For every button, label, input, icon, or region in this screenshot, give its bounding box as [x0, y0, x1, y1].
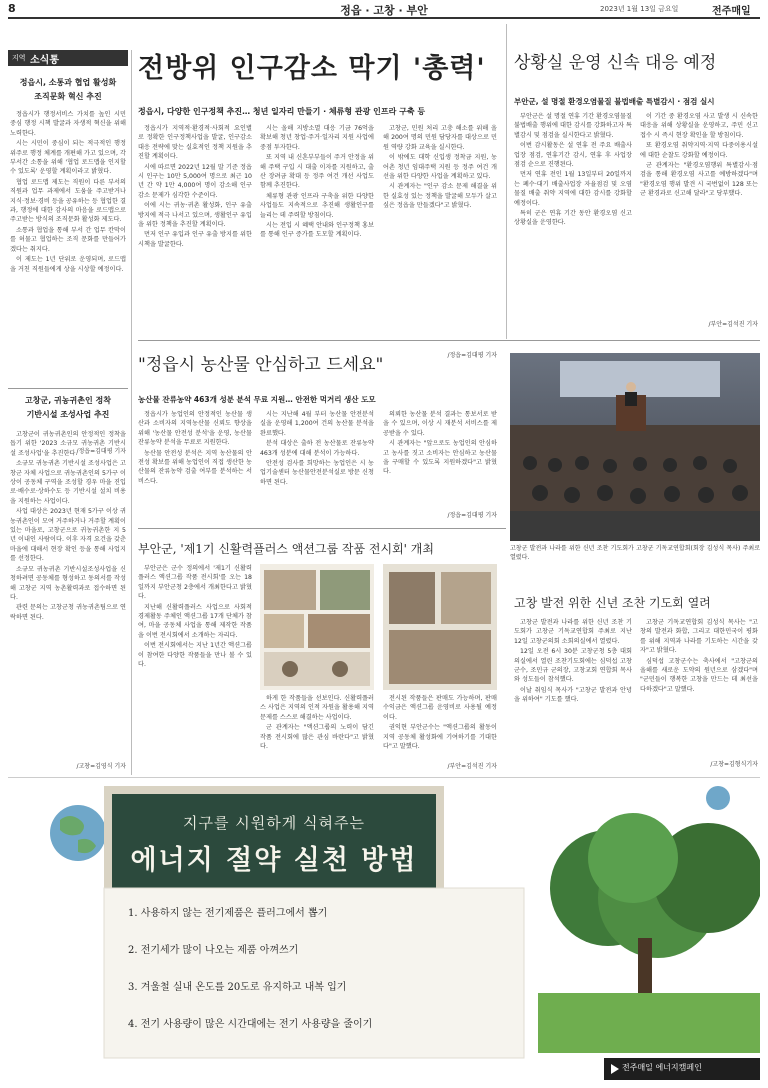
issue-date: 2023년 1월 13일 금요일: [600, 5, 679, 13]
headline-line: 고창군, 귀농귀촌인 정착: [25, 396, 111, 405]
farm-headline: "정읍시 농산물 안심하고 드세요": [138, 355, 384, 375]
sidebar: [8, 50, 128, 775]
exhibit-photo-2-image: [383, 564, 497, 690]
campaign-item: 2. 전기세가 많이 나오는 제품 아껴쓰기: [128, 945, 299, 956]
paragraph: 시는 올해 지방소멸 대응 기금 76억을 확보해 청년 창업·주거·일자리 지원 사업에 중점 투자한다.: [260, 125, 374, 151]
paragraph: 소규모 귀농귀촌 기반시설조성사업을 신청하려면 공동체를 형성하고 동의서를 작성해 고창군 지역 농촌활력과로 접수하면 된다.: [10, 565, 126, 601]
paragraph: 먼저 인구 유입과 인구 유출 방지를 위한 시책을 발굴한다.: [138, 231, 252, 248]
paragraph: 전시된 작품들은 판매도 가능하며, 판매 수익금은 액션그룹 운영비로 사용될 예정이다.: [383, 695, 497, 721]
paragraph: 안전성 검사를 희망하는 농업인은 시 농업기술센터 농산물안전분석실로 방문 신청하면 된다.: [260, 460, 374, 486]
paragraph: 협업 로드맵 제도는 직원이 다른 부서의 직원과 업무 과제에서 도움을 주고받거나 지식·정보·경비 등을 공유하는 등 협업한 결과, 행정에 대한 감사의 마음을 로드맵으로 주고받는 방식의 조직문화 활성화 제도다.: [10, 178, 126, 224]
byline: /정읍=김대평 기자: [76, 448, 126, 455]
sidebar-article2-headline: [8, 394, 128, 422]
paragraph: 시는 전입 시 혜택 안내와 인구정책 홍보를 통해 인구 증가를 도모할 계획이다.: [260, 222, 374, 239]
headline-line: 기반시설 조성사업 추진: [26, 410, 110, 419]
right-col-1: [514, 112, 632, 337]
event-photo-image: [510, 353, 760, 541]
prayer-headline: 고창 발전 위한 신년 조찬 기도회 열려: [514, 596, 711, 610]
page-number: 8: [8, 2, 16, 15]
right-headline: 상황실 운영 신속 대응 예정: [514, 53, 717, 73]
paragraph: 하게 한 작품들을 선보인다. 신활력플러스 사업은 지역의 인적 자원을 활용해 지역 문제를 스스로 해결하는 사업이다.: [260, 695, 374, 721]
sidebar-article1-headline: [8, 76, 128, 104]
byline: /정읍=김대평 기자: [447, 352, 497, 359]
paragraph: 군 관계자는 "환경오염행위 특별감시·점검을 통해 환경오염 사고를 예방하겠다"며 "환경오염 행위 발견 시 국번없이 128 또는 군 환경과로 신고해 달라"고 당부했다.: [640, 162, 758, 198]
masthead-rule: [8, 17, 760, 19]
exhibit-headline: 부안군, '제1기 신활력플러스 액션그룹 작품 전시회' 개최: [138, 542, 434, 556]
paragraph: 시 관계자는 "인구 감소 문제 해결을 위한 실효성 있는 정책을 발굴해 모두가 살고 싶은 정읍을 만들겠다"고 밝혔다.: [383, 183, 497, 210]
sidebar-article2-body: [10, 430, 126, 760]
right-subheadline: 부안군, 설 명절 환경오염물질 불법배출 특별감시 · 점검 실시: [514, 97, 715, 106]
campaign-item: 1. 사용하지 않는 전기제품은 플러그에서 뽑기: [128, 908, 328, 919]
sidebar-label-region: 지역: [12, 54, 26, 62]
main-col-2: [260, 124, 374, 324]
byline: /고창=김형식기자: [710, 761, 758, 768]
main-subheadline: 정읍시, 다양한 인구정책 추진… 청년 일자리 만들기 · 체류형 관광 인프라 구축 등: [138, 107, 426, 116]
exhibit-photo: [260, 564, 374, 690]
headline-line: 조직문화 혁신 추진: [34, 92, 102, 101]
paragraph: 의뢰한 농산물 분석 결과는 통보서로 받을 수 있으며, 이상 시 재분석 서비스를 제공받을 수 있다.: [383, 411, 497, 437]
section-title: 정읍 · 고창 · 부안: [340, 4, 428, 17]
paragraph: 고창군 기독교연합회 김성식 목사는 "고창의 발전과 화합, 그리고 대한민국이 평화를 위해 지역과 나라를 기도하는 시간을 갖자"고 밝혔다.: [640, 619, 758, 655]
campaign-title-line2: 에너지 절약 실천 방법: [130, 845, 418, 876]
exhibit-col-3: [383, 694, 497, 758]
paragraph: 시는 지난해 4월 부터 농산물 안전분석실을 운영해 1,200여 건의 농산물 분석을 완료했다.: [260, 411, 374, 437]
campaign-footer: 전주매일 에너지캠페인: [622, 1063, 702, 1072]
column-divider: [506, 24, 507, 339]
paragraph: 이번 전시회에서는 지난 1년간 액션그룹이 참여한 다양한 작품들을 만나 볼 수 있다.: [138, 642, 252, 669]
headline-line: 정읍시, 소통과 협업 활성화: [19, 78, 117, 87]
paragraph: 시 관계자는 "앞으로도 농업인의 안심하고 농사를 짓고 소비자는 안심하고 농산물을 구매할 수 있도록 지원하겠다"고 밝혔다.: [383, 440, 497, 476]
farm-subheadline: 농산물 잔류농약 463개 성분 분석 무료 지원… 안전한 먹거리 생산 도모: [138, 395, 376, 404]
farm-col-3: [383, 410, 497, 510]
campaign-item: 4. 전기 사용량이 많은 시간대에는 전기 사용량을 줄이기: [128, 1019, 373, 1030]
paragraph: 체류형 관광 인프라 구축을 위한 다양한 사업들도 지속적으로 추진해 생활인구를 늘리는 데 주력할 방침이다.: [260, 192, 374, 219]
exhibit-col-2: [260, 694, 374, 774]
column-divider: [131, 50, 132, 775]
paragraph: 시에 따르면 2022년 12월 말 기준 정읍시 인구는 10만 5,000여 명으로 최근 10년 간 약 1만 4,000여 명이 감소해 인구 감소 문제가 심각한 수준이다.: [138, 163, 252, 199]
paragraph: 소규모 귀농귀촌 기반시설 조성사업은 고창군 자체 사업으로 귀농귀촌인의 5가구 이상이 공동체 구역을 조성할 경우 마을 진입로·배수로·상하수도 등 기반시설 설치 비용을 지원하는 사업이다.: [10, 460, 126, 505]
paragraph: 이 제도는 1년 단위로 운영되며, 로드맵을 거친 직원들에게 상을 시상할 예정이다.: [10, 256, 126, 273]
event-photo: [510, 353, 760, 541]
paragraph: 이 밖에도 대학 신입생 정착금 지원, 농어촌 청년 임대주택 지원 등 정주 여건 개선을 위한 다양한 사업을 계획하고 있다.: [383, 154, 497, 181]
paragraph: 지난해 신활력플러스 사업으로 사회적 경제활동 주체인 액션그룹 17개 단체가 참여, 마을 공동체 사업을 통해 제작한 작품을 이번 전시회에서 소개하는 자리다.: [138, 603, 252, 639]
byline: /부안=김석진 기자: [447, 763, 497, 770]
exhibit-photo-image: [260, 564, 374, 690]
paragraph: 고창군, 민원 처리 고충 해소를 위해 올해 200여 명의 민원 담당자를 대상으로 민원 역량 강화 교육을 실시한다.: [383, 125, 497, 151]
exhibit-col-1: [138, 564, 252, 774]
byline: /부안=김석진 기자: [708, 321, 758, 328]
main-col-1: [138, 124, 252, 324]
paragraph: 소통과 협업을 통해 부서 간 업무 칸막이를 허물고 협업하는 조직 문화를 만들어가겠다는 취지다.: [10, 226, 126, 253]
paragraph: 관련 문의는 고창군청 귀농귀촌팀으로 연락하면 된다.: [10, 604, 126, 621]
paragraph: 심덕섭 고창군수는 축사에서 "고창군의 올해를 새로운 도약의 원년으로 삼겠다"며 "군민들이 행복한 고창을 만드는 데 최선을 다하겠다"고 말했다.: [640, 657, 758, 693]
paragraph: 먼저 연휴 전인 1월 13일부터 20일까지는 폐수·대기 배출사업장 자율점검 및 오염물질 배출 취약 지역에 대한 감시를 강화할 예정이다.: [514, 171, 632, 207]
section-rule: [138, 340, 760, 341]
paragraph: 정읍시가 농업인의 안정적인 농산물 생산과 소비자의 지역농산물 신뢰도 향상을 위해 '농산물 안전성 분석'을 운영, 농산물 잔류농약 분석을 무료로 지원한다.: [138, 411, 252, 447]
prayer-col-1: [514, 618, 632, 768]
sidebar-label: [8, 50, 128, 66]
photo-caption: 고창군 발전과 나라를 위한 신년 조찬 기도회가 고창군 기독교연합회(회장 김성식 목사) 주최로 열렸다.: [510, 545, 760, 561]
paragraph: 부안군은 군수 정의에서 '제1기 신활력플러스 액션그룹 작품 전시회'를 오는 18일까지 부안군청 2층에서 개최한다고 밝혔다.: [138, 565, 252, 601]
paragraph: 이 기간 중 환경오염 사고 발생 시 신속한 대응을 위해 상황실을 운영하고, 주민 신고 접수 시 즉시 현장 확인을 할 방침이다.: [640, 113, 758, 139]
sidebar-label-news: 소식통: [30, 55, 59, 66]
campaign-item-list: [128, 903, 518, 1051]
masthead: [0, 0, 768, 18]
paragraph: 이날 취임식 목사가 "고창군 발전과 안녕을 위하여" 기도를 했다.: [514, 686, 632, 704]
paragraph: 권익현 부안군수는 "액션그룹의 활동이 지역 공동체 활성화에 기여하기를 기대한다"고 말했다.: [383, 724, 497, 751]
paragraph: 고창군 발전과 나라를 위한 신년 조찬 기도회가 고창군 기독교연합회 주최로 지난 12일 고창군의회 소회의실에서 열렸다.: [514, 619, 632, 645]
paragraph: 이번 감시활동은 설 연휴 전 주요 배출사업장 점검, 연휴기간 감시, 연휴 후 사업장 점검 순으로 진행된다.: [514, 142, 632, 169]
farm-col-1: [138, 410, 252, 510]
paragraph: 정읍시가 지역적·환경적·사회적 요인별로 정확한 인구정책사업을 발굴, 인구감소 대응 전략에 맞는 실효적인 정책 지원을 추진할 계획이다.: [138, 125, 252, 161]
paragraph: 사업 대상은 2023년 현재 5가구 이상 귀농귀촌인이 모여 거주하거나 거주할 계획이 있는 마을로, 고창군으로 귀농귀촌한 지 5년 이내인 사람이다. 이후 자격 요건을 갖춘 마을에 대해서 현장 확인 등을 통해 사업지를 선정한다.: [10, 508, 126, 563]
campaign-item: 3. 겨울철 실내 온도를 20도로 유지하고 내복 입기: [128, 982, 347, 993]
paragraph: 12일 오전 6시 30분 고창군청 5층 대회의실에서 열린 조찬기도회에는 심덕섭 고창군수, 조민규 군의장, 고창교회 연합회 목사와 성도들이 참석했다.: [514, 648, 632, 684]
paragraph: 부안군은 설 명절 연휴 기간 환경오염물질 불법배출 행위에 대한 감시를 강화하고자 특별감시 및 점검을 실시한다고 밝혔다.: [514, 113, 632, 139]
main-col-3: [383, 124, 497, 304]
byline: /고창=김영식 기자: [76, 763, 126, 770]
paragraph: 고창군이 귀농귀촌인의 안정적인 정착을 돕기 위한 '2023 소규모 귀농귀촌 기반시설 조성사업'을 추진한다.: [10, 431, 126, 457]
campaign-ad: [8, 777, 760, 1084]
right-col-2: [640, 112, 758, 317]
paragraph: 특히 군은 연휴 기간 동안 환경오염 신고 상황실을 운영한다.: [514, 210, 632, 227]
section-rule: [138, 528, 506, 529]
paragraph: 시는 시민이 중심이 되는 적극적인 행정 위주로 행정 체계를 개편해 가고 있으며, 각 부서간 소통을 위해 '협업 로드맵을 인지할 수 있도록' 운영할 계획이라고 밝혔다.: [10, 140, 126, 176]
divider: [8, 388, 128, 389]
farm-col-2: [260, 410, 374, 510]
exhibit-photo-2: [383, 564, 497, 690]
paper-name: 전주매일: [712, 6, 751, 17]
paragraph: 또 환경오염 취약지역·지역 다중이용시설에 대한 순찰도 강화할 예정이다.: [640, 142, 758, 159]
prayer-col-2: [640, 618, 758, 748]
paragraph: 정읍시가 행정서비스 가치를 높인 시민 중심 행정 시책 발굴과 자생적 혁신을 위해 노력한다.: [10, 111, 126, 137]
main-headline: 전방위 인구감소 막기 '총력': [138, 53, 486, 84]
paragraph: 또 지역 내 신혼부부들이 주거 안정을 위해 주택 구입 시 대출 이자를 지원하고, 출산 장려금 확대 등 정주 여건 개선 사업도 함께 추진한다.: [260, 154, 374, 190]
paragraph: 이에 시는 귀농·귀촌 활성화, 인구 유출 방지에 적극 나서고 있으며, 생활인구 유입을 위한 정책을 추진할 계획이다.: [138, 202, 252, 229]
paragraph: 분석 대상은 출하 전 농산물로 잔류농약 463개 성분에 대해 분석이 가능하다.: [260, 440, 374, 457]
paragraph: 군 관계자는 "액션그룹의 노력이 담긴 작품 전시회에 많은 관심 바란다"고 밝혔다.: [260, 724, 374, 751]
campaign-title-line1: 지구를 시원하게 식혀주는: [183, 814, 365, 832]
byline: /정읍=김대평 기자: [447, 512, 497, 519]
paragraph: 농산물 안전성 분석은 지역 농산물의 안전성 확보를 위해 농업인이 직접 생산한 농산물의 잔류농약 검출 여부를 분석하는 서비스다.: [138, 449, 252, 485]
